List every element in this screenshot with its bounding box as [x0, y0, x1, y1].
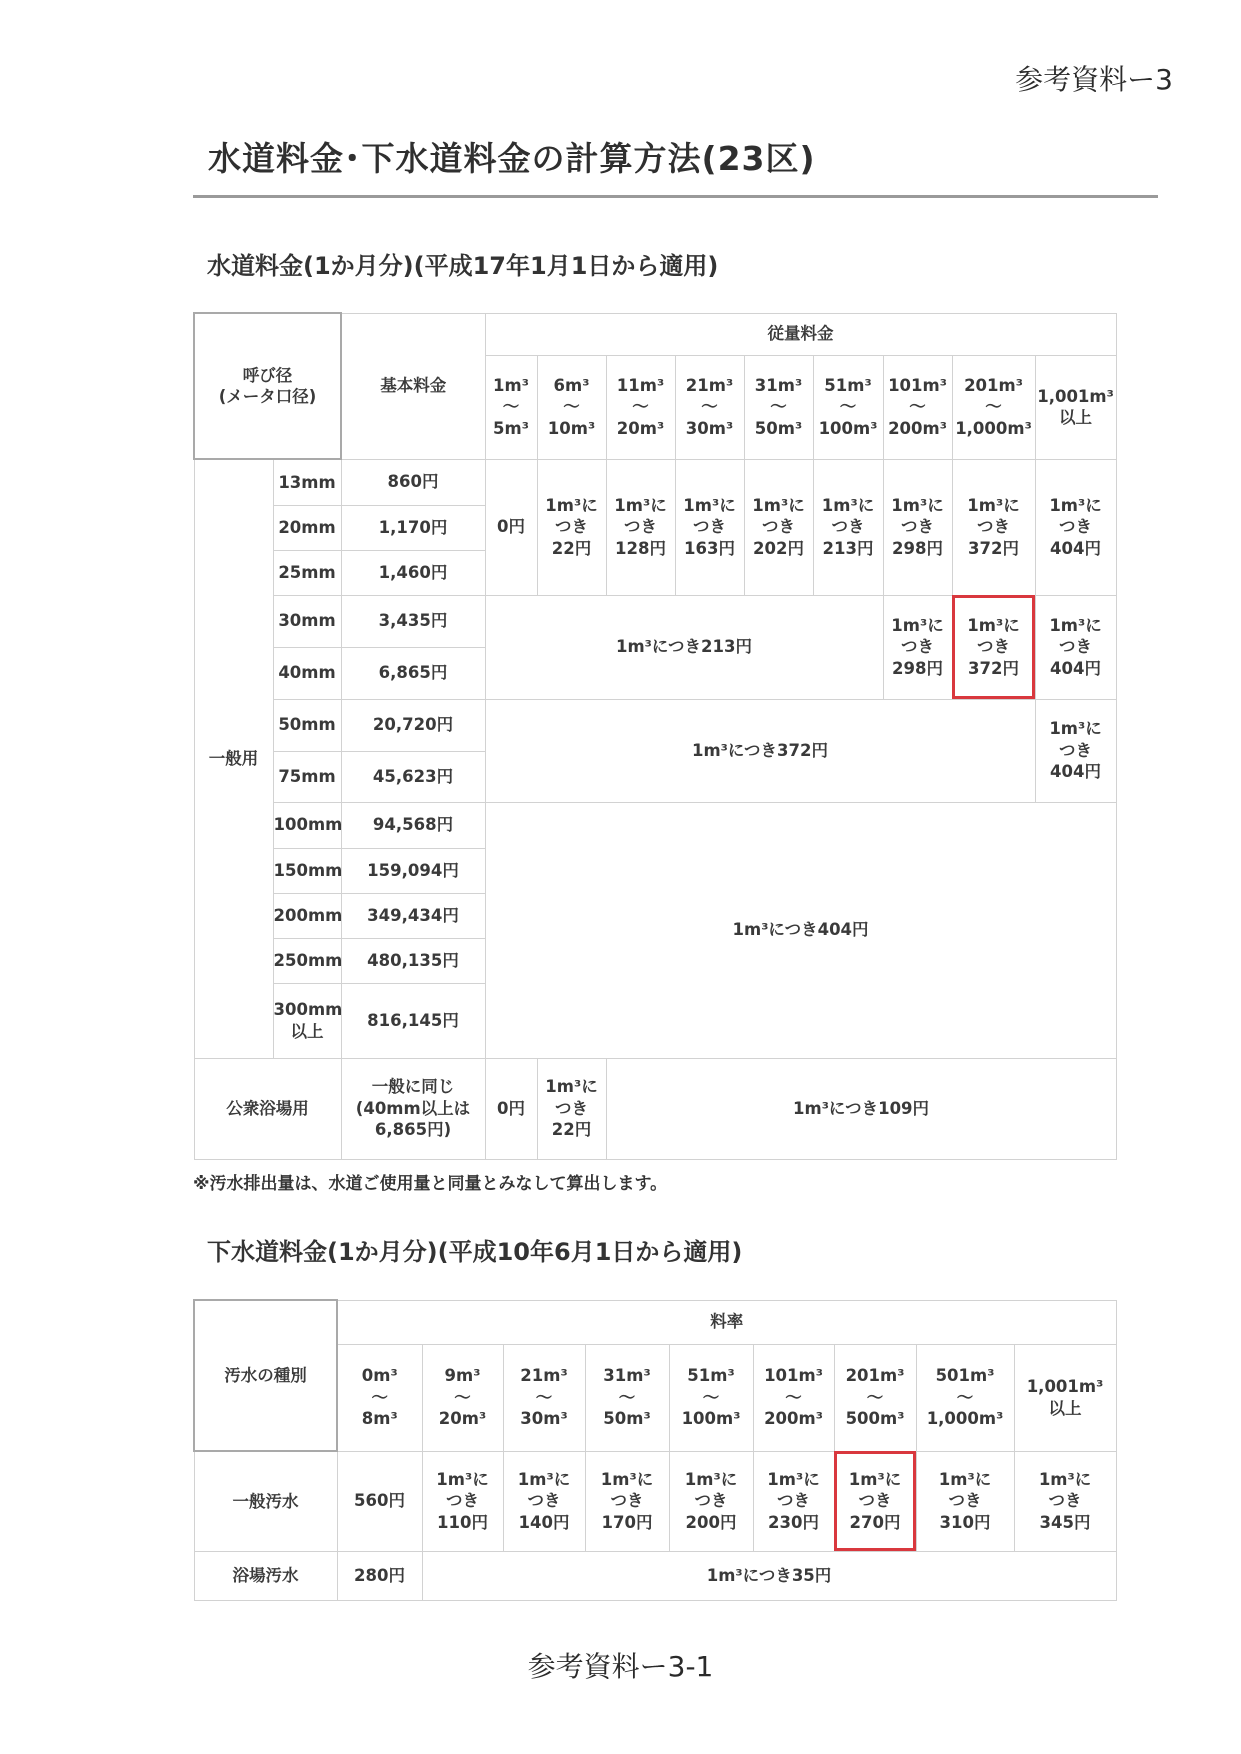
usage-rate: 1m³に つき 22円: [537, 459, 606, 595]
basic-fee: 20,720円: [341, 699, 485, 751]
usage-rate: 1m³に つき 404円: [1035, 459, 1116, 595]
basic-fee: 3,435円: [341, 595, 485, 647]
usage-rate: 1m³に つき 404円: [1035, 699, 1116, 802]
basic-fee: 1,460円: [341, 550, 485, 595]
basic-fee: 159,094円: [341, 848, 485, 893]
public-bath-basic-fee: 一般に同じ (40mm以上は 6,865円): [341, 1058, 485, 1159]
basic-fee: 45,623円: [341, 751, 485, 802]
basic-fee: 6,865円: [341, 647, 485, 699]
water-rate-table: [193, 312, 1117, 1160]
sewer-tier-header: 101m³ 〜 200m³: [753, 1344, 834, 1451]
basic-fee: 94,568円: [341, 802, 485, 848]
sewer-rate: 1m³に つき 230円: [753, 1451, 834, 1551]
meter-size: 200mm: [273, 893, 341, 938]
meter-size: 25mm: [273, 550, 341, 595]
sewer-tier-header: 9m³ 〜 20m³: [422, 1344, 503, 1451]
sewer-tier-header: 31m³ 〜 50m³: [585, 1344, 669, 1451]
water-tier-header: 1m³ 〜 5m³: [485, 355, 537, 459]
base-charge: 560円: [337, 1451, 422, 1551]
usage-rate: 1m³に つき 372円: [952, 459, 1035, 595]
basic-fee: 816,145円: [341, 983, 485, 1058]
usage-rate: 1m³に つき 213円: [813, 459, 883, 595]
base-charge: 280円: [337, 1551, 422, 1600]
meter-size: 13mm: [273, 459, 341, 505]
water-tier-header: 1,001m³ 以上: [1035, 355, 1116, 459]
basic-fee-header: 基本料金: [341, 313, 485, 459]
meter-size: 20mm: [273, 505, 341, 550]
bath-sewage-label: 浴場汚水: [194, 1551, 337, 1600]
basic-fee: 1,170円: [341, 505, 485, 550]
flat-rate: 1m³につき109円: [606, 1058, 1116, 1159]
sewer-rate: 1m³に つき 110円: [422, 1451, 503, 1551]
water-tier-header: 51m³ 〜 100m³: [813, 355, 883, 459]
page-title: 水道料金･下水道料金の計算方法(23区): [208, 139, 816, 178]
sewer-rate-table: [193, 1299, 1117, 1601]
title-divider: [193, 195, 1158, 198]
public-bath-label: 公衆浴場用: [194, 1058, 341, 1159]
highlighted-sewer-rate: 1m³に つき 270円: [834, 1451, 916, 1551]
meter-size: 30mm: [273, 595, 341, 647]
zero-fee: 0円: [485, 459, 537, 595]
sewer-tier-header: 201m³ 〜 500m³: [834, 1344, 916, 1451]
flat-rate: 1m³につき404円: [485, 802, 1116, 1058]
basic-fee: 480,135円: [341, 938, 485, 983]
sewer-rate: 1m³に つき 170円: [585, 1451, 669, 1551]
sewer-tier-header: 51m³ 〜 100m³: [669, 1344, 753, 1451]
sewer-tier-header: 0m³ 〜 8m³: [337, 1344, 422, 1451]
water-tier-header: 6m³ 〜 10m³: [537, 355, 606, 459]
flat-rate: 1m³につき213円: [485, 595, 883, 699]
reference-label-top: 参考資料ー3: [1015, 63, 1173, 96]
sewer-section-title: 下水道料金(1か月分)(平成10年6月1日から適用): [207, 1238, 743, 1266]
flat-rate: 1m³につき372円: [485, 699, 1035, 802]
usage-rate: 1m³に つき 298円: [883, 595, 952, 699]
meter-size: 100mm: [273, 802, 341, 848]
meter-size: 50mm: [273, 699, 341, 751]
usage-rate: 1m³に つき 128円: [606, 459, 675, 595]
meter-size: 40mm: [273, 647, 341, 699]
zero-fee: 0円: [485, 1058, 537, 1159]
sewer-rate: 1m³に つき 310円: [916, 1451, 1014, 1551]
water-tier-header: 11m³ 〜 20m³: [606, 355, 675, 459]
usage-rate: 1m³に つき 202円: [744, 459, 813, 595]
sewer-rate: 1m³に つき 345円: [1014, 1451, 1116, 1551]
meter-size: 150mm: [273, 848, 341, 893]
general-sewage-label: 一般汚水: [194, 1451, 337, 1551]
diameter-header: 呼び径 (メータ口径): [194, 313, 341, 459]
usage-rate: 1m³に つき 404円: [1035, 595, 1116, 699]
usage-rate: 1m³に つき 163円: [675, 459, 744, 595]
water-tier-header: 201m³ 〜 1,000m³: [952, 355, 1035, 459]
water-section-title: 水道料金(1か月分)(平成17年1月1日から適用): [207, 252, 719, 280]
highlighted-usage-rate: 1m³に つき 372円: [952, 595, 1035, 699]
sewer-tier-header: 21m³ 〜 30m³: [503, 1344, 585, 1451]
sewage-type-header: 汚水の種別: [194, 1300, 337, 1451]
usage-fee-header: 従量料金: [485, 313, 1116, 355]
water-tier-header: 31m³ 〜 50m³: [744, 355, 813, 459]
basic-fee: 860円: [341, 459, 485, 505]
footnote: ※汚水排出量は、水道ご使用量と同量とみなして算出します。: [193, 1174, 668, 1194]
basic-fee: 349,434円: [341, 893, 485, 938]
rate-header: 料率: [337, 1300, 1116, 1344]
reference-label-bottom: 参考資料ー3-1: [527, 1650, 714, 1683]
water-tier-header: 21m³ 〜 30m³: [675, 355, 744, 459]
meter-size: 300mm 以上: [273, 983, 341, 1058]
sewer-tier-header: 1,001m³ 以上: [1014, 1344, 1116, 1451]
flat-rate: 1m³につき35円: [422, 1551, 1116, 1600]
water-tier-header: 101m³ 〜 200m³: [883, 355, 952, 459]
sewer-rate: 1m³に つき 200円: [669, 1451, 753, 1551]
sewer-rate: 1m³に つき 140円: [503, 1451, 585, 1551]
meter-size: 250mm: [273, 938, 341, 983]
general-use-label: 一般用: [194, 459, 273, 1058]
usage-rate: 1m³に つき 298円: [883, 459, 952, 595]
sewer-tier-header: 501m³ 〜 1,000m³: [916, 1344, 1014, 1451]
meter-size: 75mm: [273, 751, 341, 802]
usage-rate: 1m³に つき 22円: [537, 1058, 606, 1159]
